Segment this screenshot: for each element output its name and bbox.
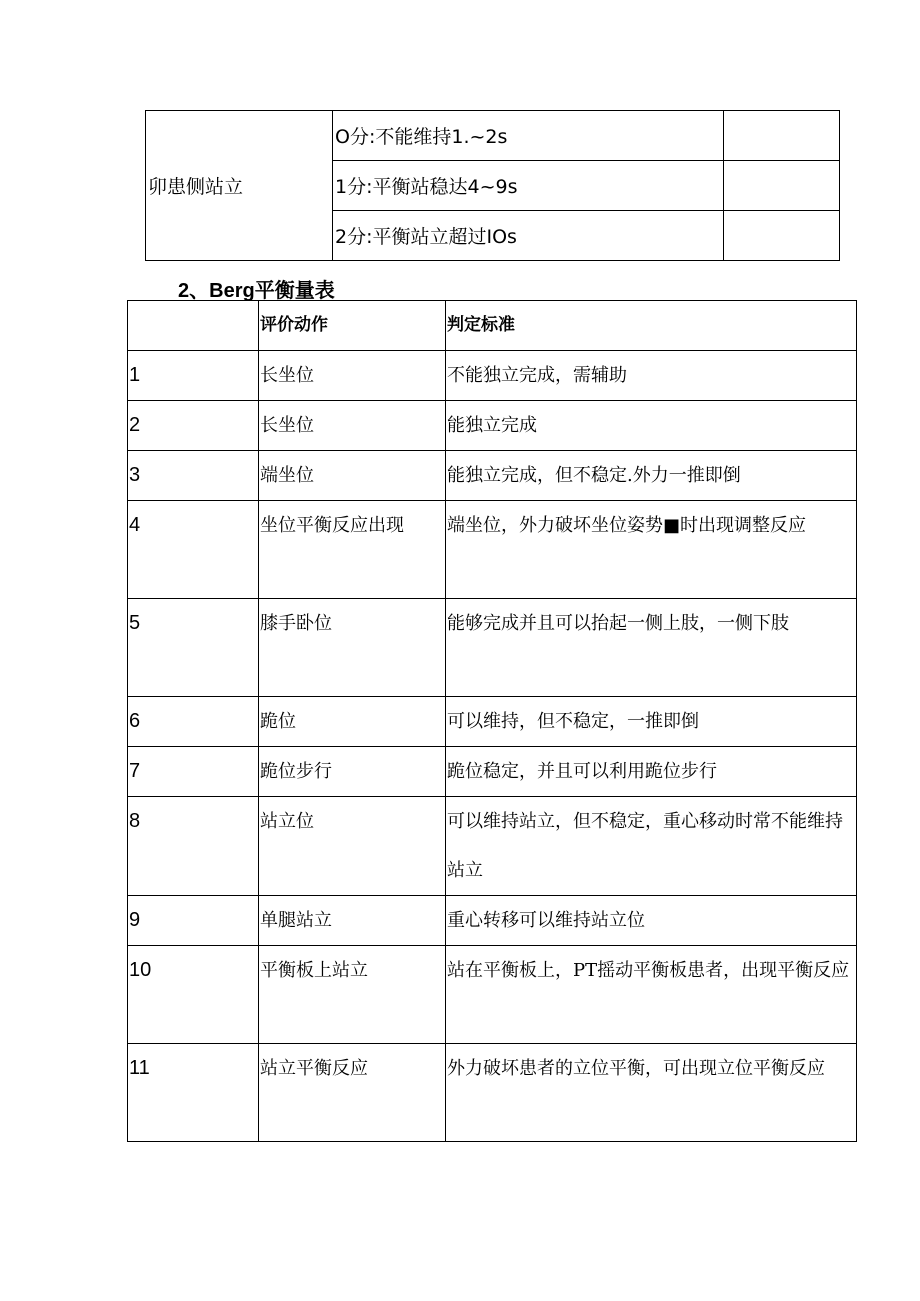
row-number: 1 xyxy=(128,351,259,401)
row-criterion: 可以维持，但不稳定，一推即倒 xyxy=(446,697,857,747)
row-criterion: 跪位稳定，并且可以利用跪位步行 xyxy=(446,747,857,797)
row-criterion: 端坐位，外力破坏坐位姿势■时出现调整反应 xyxy=(446,501,857,599)
header-action: 评价动作 xyxy=(259,301,446,351)
row-criterion: 能够完成并且可以抬起一侧上肢，一侧下肢 xyxy=(446,599,857,697)
table-header-row xyxy=(128,301,857,351)
table-row xyxy=(128,946,857,1044)
row-action: 端坐位 xyxy=(259,451,446,501)
table-row xyxy=(128,797,857,896)
row-criterion: 站在平衡板上，PT摇动平衡板患者，出现平衡反应 xyxy=(446,946,857,1044)
row-action: 单腿站立 xyxy=(259,896,446,946)
row-action: 站立平衡反应 xyxy=(259,1044,446,1142)
section-heading: 2、Berg平衡量表 xyxy=(178,280,335,302)
criterion-cell: 2分:平衡站立超过IOs xyxy=(333,211,724,261)
row-number: 4 xyxy=(128,501,259,599)
row-criterion: 能独立完成 xyxy=(446,401,857,451)
table-row xyxy=(128,747,857,797)
row-action: 跪位步行 xyxy=(259,747,446,797)
header-criterion: 判定标准 xyxy=(446,301,857,351)
row-number: 2 xyxy=(128,401,259,451)
table-row xyxy=(128,401,857,451)
row-criterion: 可以维持站立，但不稳定，重心移动时常不能维持站立 xyxy=(446,797,857,896)
table-row xyxy=(128,451,857,501)
row-action: 坐位平衡反应出现 xyxy=(259,501,446,599)
table-row xyxy=(128,501,857,599)
row-action: 平衡板上站立 xyxy=(259,946,446,1044)
table-row xyxy=(128,896,857,946)
table-row xyxy=(128,351,857,401)
score-cell xyxy=(724,161,840,211)
standing-score-table xyxy=(145,110,840,261)
table-row xyxy=(146,111,840,161)
row-action: 膝手卧位 xyxy=(259,599,446,697)
table-row xyxy=(128,599,857,697)
row-criterion: 能独立完成，但不稳定.外力一推即倒 xyxy=(446,451,857,501)
row-number: 5 xyxy=(128,599,259,697)
row-action: 站立位 xyxy=(259,797,446,896)
row-criterion: 不能独立完成，需辅助 xyxy=(446,351,857,401)
row-criterion: 重心转移可以维持站立位 xyxy=(446,896,857,946)
row-action: 长坐位 xyxy=(259,351,446,401)
row-number: 3 xyxy=(128,451,259,501)
berg-balance-table xyxy=(127,300,857,1142)
row-number: 10 xyxy=(128,946,259,1044)
row-action: 跪位 xyxy=(259,697,446,747)
score-cell xyxy=(724,211,840,261)
score-cell xyxy=(724,111,840,161)
table-row xyxy=(128,1044,857,1142)
item-label: 卯患侧站立 xyxy=(146,111,333,261)
row-number: 6 xyxy=(128,697,259,747)
row-number: 7 xyxy=(128,747,259,797)
criterion-cell: 1分:平衡站稳达4~9s xyxy=(333,161,724,211)
table-row xyxy=(128,697,857,747)
row-number: 8 xyxy=(128,797,259,896)
row-action: 长坐位 xyxy=(259,401,446,451)
row-number: 11 xyxy=(128,1044,259,1142)
header-number xyxy=(128,301,259,351)
criterion-cell: O分:不能维持1.~2s xyxy=(333,111,724,161)
row-criterion: 外力破坏患者的立位平衡，可出现立位平衡反应 xyxy=(446,1044,857,1142)
row-number: 9 xyxy=(128,896,259,946)
